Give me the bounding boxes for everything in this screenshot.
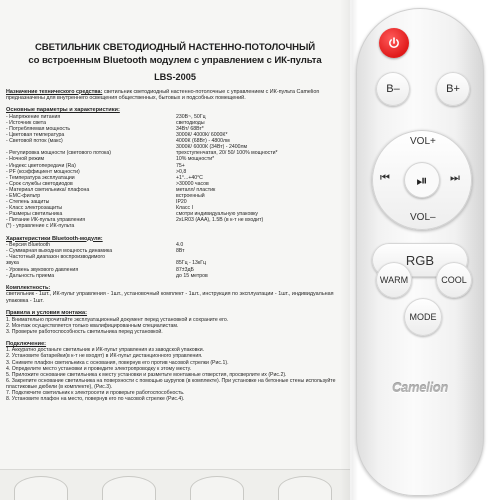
connect-heading: Подключение:: [6, 340, 47, 347]
spec-key: - Температура эксплуатации: [6, 174, 75, 181]
rgb-label: RGB: [405, 252, 435, 268]
spec-key: - Суммарная выходная мощность динамика: [6, 248, 113, 255]
brand-logo: Camelion: [391, 380, 449, 395]
cool-button[interactable]: [436, 262, 472, 298]
spec-row: [6, 273, 344, 279]
list-item: 2. Монтаж осуществляется только квалифицированным специалистам.: [6, 322, 179, 329]
vol-down-button[interactable]: VOL–: [410, 212, 436, 223]
spec-value: трехступенчатая, 20/ 50/ 100% мощности*: [176, 150, 278, 157]
list-item: 7. Подключите светильник к электросети и проверьте работоспособность.: [6, 390, 185, 397]
spec-value: 10% мощности*: [176, 156, 215, 163]
title-line-2: со встроенным Bluetooth модулем с управлением с ИК-пульта: [28, 54, 322, 66]
prev-track-icon[interactable]: ⏮: [380, 172, 390, 184]
spec-value: 85Гц - 13кГц: [176, 260, 206, 267]
purpose-text: светильник светодиодный настенно-потолочные с управлением с ИК-пульта Camelion предназначены для внутреннего освещения общественных, бытовых и подсобных помещений.: [6, 88, 320, 101]
spec-row: [6, 223, 344, 229]
purpose-paragraph: [6, 89, 344, 102]
spec-key: - EMC-фильтр: [6, 193, 41, 199]
diagram-1: [14, 476, 68, 500]
spec-value: 3000К/ 6000К (34Вт) - 2400лм: [176, 144, 248, 151]
spec-key: - Дальность приема: [6, 272, 55, 279]
spec-value: +1°...+40°С: [176, 174, 203, 181]
title-line-1: СВЕТИЛЬНИК СВЕТОДИОДНЫЙ НАСТЕННО-ПОТОЛОЧНЫЙ: [34, 42, 316, 53]
diagram-3: [190, 476, 244, 500]
spec-value: смотри индивидуальную упаковку: [176, 211, 259, 218]
list-item: 5. Приложите основание светильника к месту установки и разметьте монтажные отверстия, просверлите их (Рис.2).: [6, 371, 287, 378]
spec-value: IP20: [176, 199, 187, 206]
brightness-down-label: B–: [386, 83, 400, 95]
spec-value: 34Вт/ 68Вт*: [176, 125, 204, 132]
spec-value: >0,8: [176, 168, 187, 175]
spec-key: - Класс электрозащиты: [6, 205, 63, 212]
power-icon: [387, 36, 401, 50]
diagram-2: [102, 476, 156, 500]
specs-heading: Основные параметры и характеристики:: [6, 107, 120, 114]
sheet-title: [6, 42, 344, 68]
spec-key: - Источник света: [6, 119, 46, 126]
brightness-up-button[interactable]: [436, 72, 470, 106]
power-button[interactable]: [379, 28, 409, 58]
media-control-pad: [372, 130, 472, 230]
specs-table: [6, 114, 344, 230]
spec-value: светодиоды: [176, 119, 205, 126]
cool-label: COOL: [441, 275, 467, 285]
mode-button[interactable]: [404, 298, 442, 336]
spec-value: 75+: [176, 162, 185, 169]
spec-value: Класс I: [176, 205, 194, 212]
warm-button[interactable]: [376, 262, 412, 298]
list-item: 4. Определите место установки и проведите электропроводку к этому месту.: [6, 365, 192, 372]
spec-value: металл/ пластик: [176, 186, 216, 193]
sheet-content: [6, 0, 344, 402]
spec-key: - Материал светильника/ плафона: [6, 186, 90, 193]
brightness-down-button[interactable]: [376, 72, 410, 106]
spec-value: 4000К (68Вт) - 4800лм: [176, 138, 230, 145]
list-item: 6. Закрепите основание светильника на поверхности с помощью шурупов (в комплекте). При установке на бетонные стены используйте пластиковые дюбели (в комплекте), (Рис.3).: [6, 377, 336, 390]
spec-key: - Уровень звукового давления: [6, 266, 79, 273]
connect-list: [6, 347, 344, 402]
bt-heading: Характеристики Bluetooth-модуля:: [6, 235, 103, 242]
purpose-label: Назначение технического средства:: [6, 88, 103, 95]
spec-key: - Регулировка мощности (светового потока): [6, 150, 111, 157]
spec-key: - Напряжение питания: [6, 113, 61, 120]
mode-label: MODE: [409, 312, 437, 322]
spec-key: - Срок службы светодиодов: [6, 180, 73, 187]
spec-key: - Световой поток (макс): [6, 138, 63, 145]
list-item: 8. Установите плафон на место, повернув его по часовой стрелке (Рис.4).: [6, 396, 185, 403]
spec-key: - Версия Bluetooth: [6, 242, 51, 249]
play-pause-button[interactable]: [404, 162, 440, 198]
spec-key: - Частотный диапазон воспроизводимого: [6, 254, 105, 261]
kit-text: светильник - 1шт., ИК-пульт управления - 1шт., установочный комплект - 1шт., инструкция по эксплуатации - 1шт., индивидуальная упаковка - 1шт.: [6, 291, 334, 304]
spec-key: - Индекс цветопередачи (Ra): [6, 162, 76, 169]
spec-key: - Цветовая температура: [6, 132, 65, 139]
kit-heading: Комплектность:: [6, 284, 51, 291]
list-item: 1. Аккуратно достаньте светильник и ИК-пульт управления из заводской упаковки.: [6, 347, 205, 354]
list-item: 3. Проверьте работоспособность светильника перед установкой.: [6, 328, 163, 335]
spec-value: 2xLR03 (ААА), 1.5В (в к-т не входит): [176, 217, 264, 224]
installation-diagrams: [0, 469, 350, 500]
list-item: 1. Внимательно прочитайте эксплуатационный документ перед установкой и сохраните его.: [6, 316, 229, 323]
vol-up-button[interactable]: VOL+: [410, 136, 436, 147]
spec-key: - Питание ИК-пульта управления: [6, 217, 86, 224]
spec-key: звука: [6, 260, 19, 267]
model-number: LBS-2005: [154, 71, 196, 82]
spec-value: 230В~, 50Гц: [176, 113, 206, 120]
bt-specs-table: [6, 242, 344, 279]
rules-heading: Правила и условия монтажа:: [6, 309, 88, 316]
spec-value: встроенный: [176, 193, 205, 199]
brightness-up-label: B+: [446, 83, 460, 95]
list-item: 2. Установите батарейки(в к-т не входят) в ИК-пульт дистанционного управления.: [6, 353, 203, 360]
ir-remote: [356, 8, 484, 496]
rules-list: [6, 317, 344, 335]
spec-key: - Потребляемая мощность: [6, 125, 71, 132]
spec-value: 3000К/ 4000К/ 6000К*: [176, 132, 228, 139]
spec-value: 4.0: [176, 242, 184, 249]
spec-value: 87±3дБ: [176, 266, 194, 273]
spec-value: 8Вт: [176, 248, 185, 255]
warm-label: WARM: [379, 275, 409, 285]
spec-key: - PF (коэффициент мощности): [6, 168, 80, 175]
diagram-4: [278, 476, 332, 500]
spec-key: - Ночной режим: [6, 156, 45, 163]
spec-value: до 15 метров: [176, 272, 208, 279]
spec-key: - Размеры светильника: [6, 211, 63, 218]
spec-key: (*) - управление с ИК-пульта: [6, 223, 75, 230]
spec-key: - Степень защиты: [6, 199, 50, 206]
spec-value: >30000 часов: [176, 180, 209, 187]
next-track-icon[interactable]: ⏭: [450, 172, 460, 184]
list-item: 3. Снимите плафон светильника с основания, повернув его против часовой стрелки (Рис.1).: [6, 359, 229, 366]
play-pause-icon: ⏯: [416, 171, 428, 188]
